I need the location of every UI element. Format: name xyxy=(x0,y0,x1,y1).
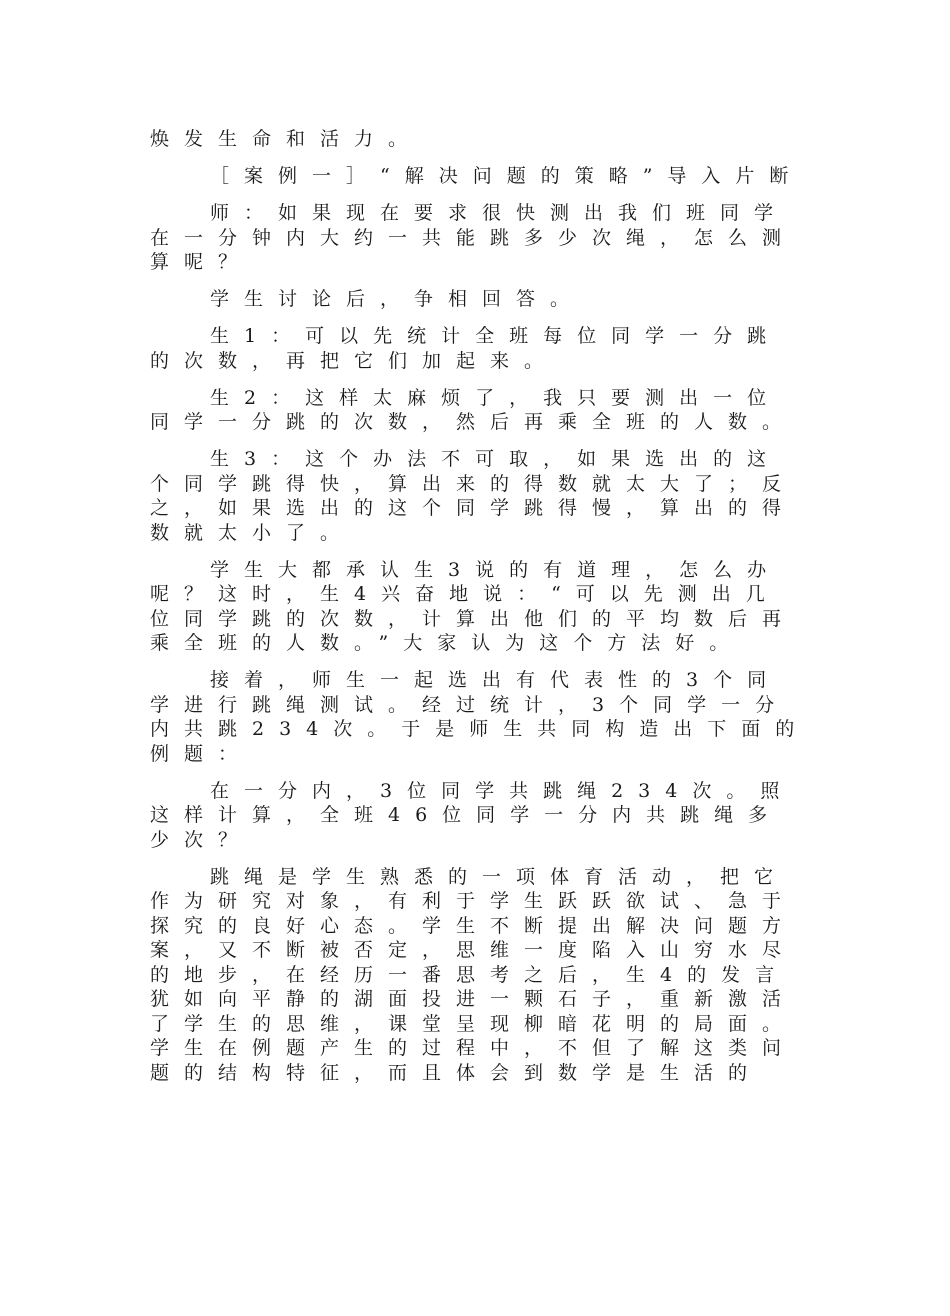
paragraph-student-4: 学生大都承认生3说的有道理，怎么办呢？这时，生4兴奋地说：“可以先测出几位同学跳的次数，计算出他们的平均数后再乘全班的人数。”大家认为这个方法好。 xyxy=(150,558,797,654)
paragraph-student-3: 生3：这个办法不可取，如果选出的这个同学跳得快，算出来的得数就太大了；反之，如果选出的这个同学跳得慢，算出的得数就太小了。 xyxy=(150,448,797,544)
case-heading: ［案例一］“解决问题的策略”导入片断 xyxy=(210,165,804,187)
paragraph-test: 接着，师生一起选出有代表性的3个同学进行跳绳测试。经过统计，3个同学一分内共跳234次。于是师生共同构造出下面的例题： xyxy=(150,669,810,765)
paragraph-student-2: 生2：这样太麻烦了，我只要测出一位同学一分跳的次数，然后再乘全班的人数。 xyxy=(150,386,797,433)
paragraph-analysis: 跳绳是学生熟悉的一项体育活动，把它作为研究对象，有利于学生跃跃欲试、急于探究的良好心态。学生不断提出解决问题方案，又不断被否定，思维一度陷入山穷水尽的地步，在经历一番思考之后，生4的发言犹如向平静的湖面投进一颗石子，重新激活了学生的思维，课堂呈现柳暗花明的局面。学生在例题产生的过程中，不但了解这类问题的结构特征，而且体会到数学是生活的 xyxy=(150,865,797,1084)
paragraph-example-problem: 在一分内，3位同学共跳绳234次。照这样计算，全班46位同学一分内共跳绳多少次？ xyxy=(150,779,795,851)
body-text xyxy=(150,127,810,1098)
paragraph-student-1: 生1：可以先统计全班每位同学一分跳的次数，再把它们加起来。 xyxy=(150,325,782,372)
paragraph-teacher-question: 师：如果现在要求很快测出我们班同学在一分钟内大约一共能跳多少次绳，怎么测算呢？ xyxy=(150,202,797,273)
paragraph-discussion: 学生讨论后，争相回答。 xyxy=(210,288,585,310)
paragraph-continuation: 焕发生命和活力。 xyxy=(150,128,423,150)
